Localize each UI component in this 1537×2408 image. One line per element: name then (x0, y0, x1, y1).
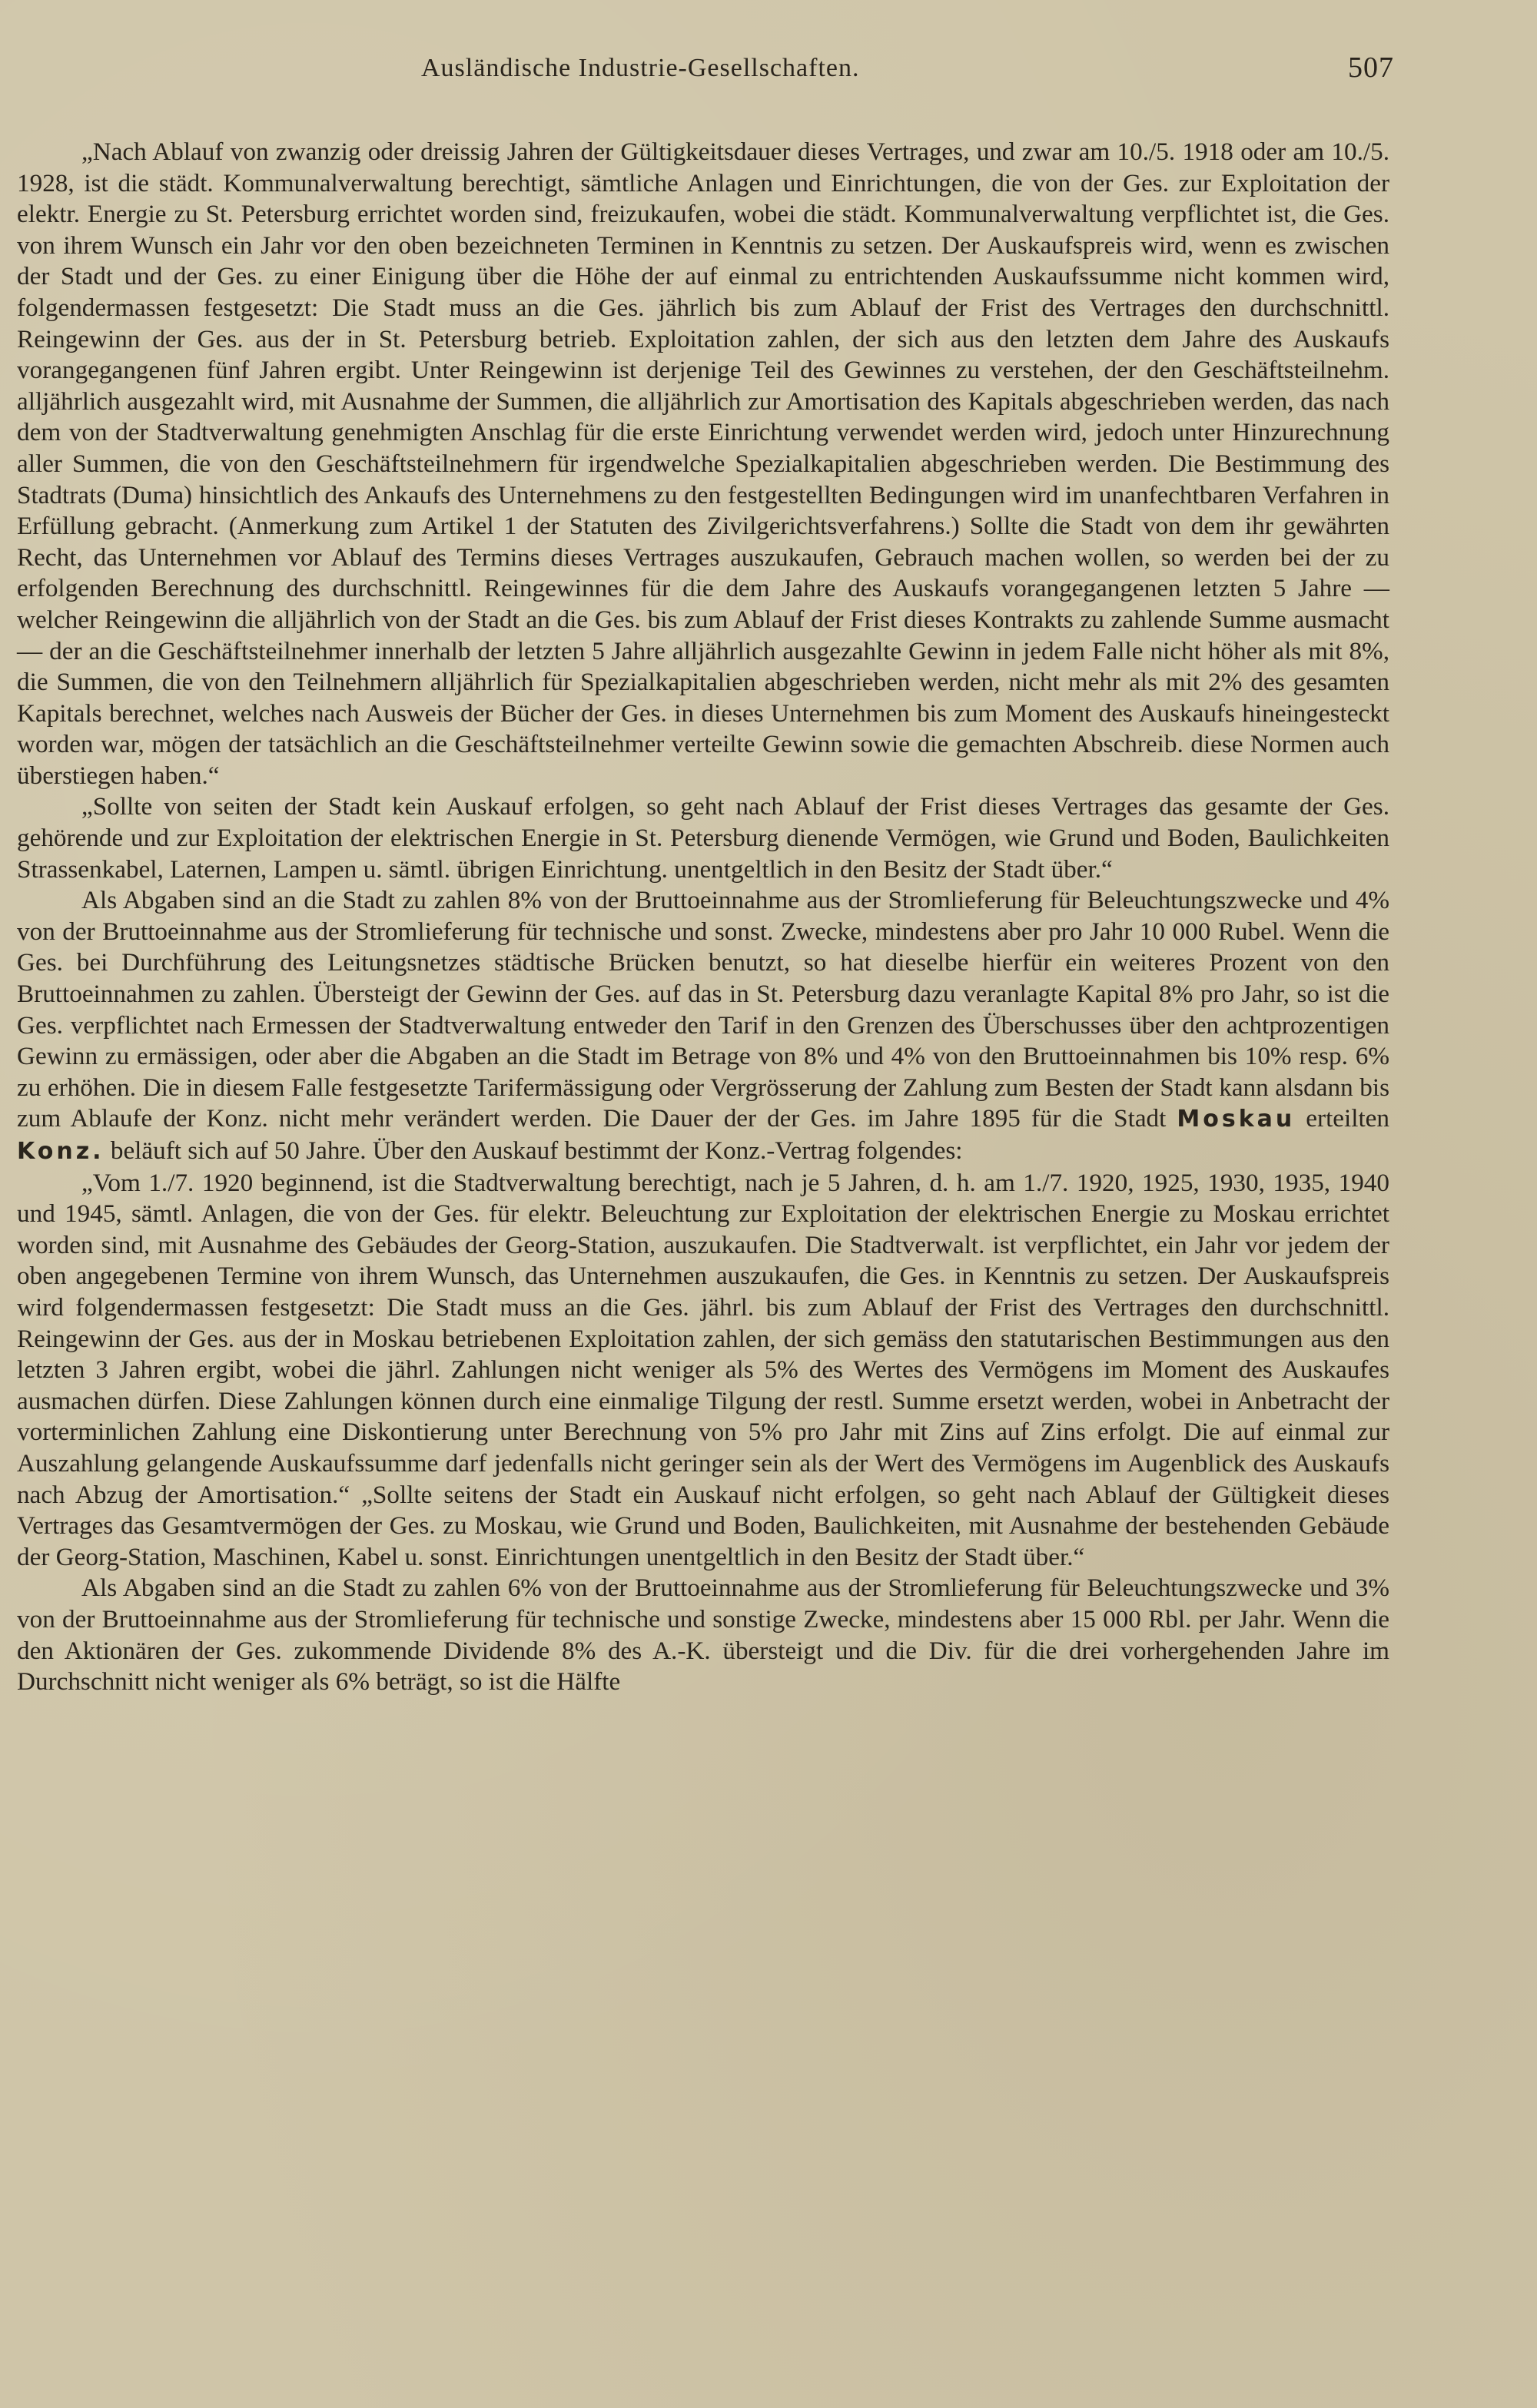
running-title: Ausländische Industrie-Gesellschaften. (421, 54, 860, 82)
page-number: 507 (1348, 51, 1394, 84)
paragraph: „Sollte von seiten der Stadt kein Auskauf erfolgen, so geht nach Ablauf der Frist dieses Vertrages das gesamte der Ges. gehörende und zur Exploitation der elektrischen Energie in St. Petersburg dienende Vermögen, wie Grund und Boden, Baulichkeiten Strassenkabel, Laternen, Lampen u. sämtl. übrigen Einrichtung. unentgeltlich in den Besitz der Stadt über.“ (17, 792, 1389, 884)
paragraph-text: erteilten (1306, 1104, 1389, 1133)
running-header (17, 48, 1394, 94)
konzession-term: Konz. (17, 1138, 105, 1165)
paragraph (17, 885, 1389, 1167)
paragraph: „Vom 1./7. 1920 beginnend, ist die Stadtverwaltung berechtigt, nach je 5 Jahren, d. h. am 1./7. 1920, 1925, 1930, 1935, 1940 und 1945, sämtl. Anlagen, die von der Ges. für elektr. Beleuchtung zur Exploitation der elektrischen Energie zu Moskau errichtet worden sind, mit Ausnahme des Gebäudes der Georg-Station, auszukaufen. Die Stadtverwalt. ist verpflichtet, ein Jahr vor jedem der oben angegebenen Termine von ihrem Wunsch, das Unternehmen auszukaufen, die Ges. in Kenntnis zu setzen. Der Auskaufspreis wird folgendermassen festgesetzt: Die Stadt muss an die Ges. jährl. bis zum Ablauf der Frist des Vertrages den durchschnittl. Reingewinn der Ges. aus der in Moskau betriebenen Exploitation zahlen, der sich gemäss den statutarischen Bestimmungen aus den letzten 3 Jahren ergibt, wobei die jährl. Zahlungen nicht weniger als 5% des Wertes des Vermögens im Moment des Auskaufes ausmachen dürfen. Diese Zahlungen können durch eine einmalige Tilgung der restl. Summe ersetzt werden, wobei in Anbetracht der vorterminlichen Zahlung eine Diskontierung unter Berechnung von 5% pro Jahr mit Zins auf Zins erfolgt. Die auf einmal zur Auszahlung gelangende Auskaufssumme darf jedenfalls nicht geringer sein als der Wert des Vermögens im Augenblick des Auskaufs nach Abzug der Amortisation.“ „Sollte seitens der Stadt ein Auskauf nicht erfolgen, so geht nach Ablauf der Gültigkeit dieses Vertrages das Gesamtvermögen der Ges. zu Moskau, wie Grund und Boden, Baulichkeiten, mit Ausnahme der bestehenden Gebäude der Georg-Station, Maschinen, Kabel u. sonst. Einrichtungen unentgeltlich in den Besitz der Stadt über.“ (17, 1168, 1389, 1571)
paragraph-text: beläuft sich auf 50 Jahre. Über den Auskauf bestimmt der Konz.-Vertrag folgendes: (110, 1136, 963, 1165)
body-text (17, 137, 1389, 1698)
paragraph: „Nach Ablauf von zwanzig oder dreissig Jahren der Gültigkeitsdauer dieses Vertrages, und zwar am 10./5. 1918 oder am 10./5. 1928, ist die städt. Kommunalverwaltung berechtigt, sämtliche Anlagen und Einrichtungen, die von der Ges. zur Exploitation der elektr. Energie zu St. Petersburg errichtet worden sind, freizukaufen, wobei die städt. Kommunalverwaltung verpflichtet ist, die Ges. von ihrem Wunsch ein Jahr vor den oben bezeichneten Terminen in Kenntnis zu setzen. Der Auskaufspreis wird, wenn es zwischen der Stadt und der Ges. zu einer Einigung über die Höhe der auf einmal zu entrichtenden Auskaufssumme nicht kommen wird, folgendermassen festgesetzt: Die Stadt muss an die Ges. jährlich bis zum Ablauf der Frist des Vertrages den durchschnittl. Reingewinn der Ges. aus der in St. Petersburg betrieb. Exploitation zahlen, der sich aus den letzten dem Jahre des Auskaufs vorangegangenen fünf Jahren ergibt. Unter Reingewinn ist derjenige Teil des Gewinnes zu verstehen, der den Geschäftsteilnehm. alljährlich ausgezahlt wird, mit Ausnahme der Summen, die alljährlich zur Amortisation des Kapitals abgeschrieben werden, das nach dem von der Stadtverwaltung genehmigten Anschlag für die erste Einrichtung verwendet werden wird, jedoch unter Hinzurechnung aller Summen, die von den Geschäftsteilnehmern für irgendwelche Spezialkapitalien abgeschrieben werden. Die Bestimmung des Stadtrats (Duma) hinsichtlich des Ankaufs des Unternehmens zu den festgestellten Bedingungen wird im unanfechtbaren Verfahren in Erfüllung gebracht. (Anmerkung zum Artikel 1 der Statuten des Zivilgerichtsverfahrens.) Sollte die Stadt von dem ihr gewährten Recht, das Unternehmen vor Ablauf des Termins dieses Vertrages auszukaufen, Gebrauch machen wollen, so werden bei der zu erfolgenden Berechnung des durchschnittl. Reingewinnes für die dem Jahre des Auskaufs vorangegangenen letzten 5 Jahre — welcher Reingewinn die alljährlich von der Stadt an die Ges. bis zum Ablauf der Frist dieses Kontrakts zu zahlende Summe ausmacht — der an die Geschäftsteilnehmer innerhalb der letzten 5 Jahre alljährlich ausgezahlte Gewinn in jedem Falle nicht höher als mit 8%, die Summen, die von den Teilnehmern alljährlich für Spezialkapitalien abgeschrieben werden, nicht mehr als mit 2% des gesamten Kapitals berechnet, welches nach Ausweis der Bücher der Ges. in dieses Unternehmen bis zum Moment des Auskaufs hineingesteckt worden war, mögen der tatsächlich an die Geschäftsteilnehmer verteilte Gewinn sowie die gemachten Abschreib. diese Normen auch überstiegen haben.“ (17, 138, 1389, 790)
paragraph: Als Abgaben sind an die Stadt zu zahlen 6% von der Bruttoeinnahme aus der Stromlieferung für Beleuchtungszwecke und 3% von der Bruttoeinnahme aus der Stromlieferung für technische und sonstige Zwecke, mindestens aber 15 000 Rbl. per Jahr. Wenn die den Aktionären der Ges. zukommende Dividende 8% des A.-K. übersteigt und die Div. für die drei vorhergehenden Jahre im Durchschnitt nicht weniger als 6% beträgt, so ist die Hälfte (17, 1574, 1389, 1697)
paragraph-text: Als Abgaben sind an die Stadt zu zahlen 8% von der Bruttoeinnahme aus der Stromlieferung für Beleuchtungszwecke und 4% von der Bruttoeinnahme aus der Stromlieferung für technische und sonst. Zwecke, mindestens aber pro Jahr 10 000 Rubel. Wenn die Ges. bei Durchführung des Leitungsnetzes städtische Brücken benutzt, so hat dieselbe hierfür ein weiteres Prozent von den Bruttoeinnahmen zu zahlen. Übersteigt der Gewinn der Ges. auf das in St. Petersburg dazu veranlagte Kapital 8% pro Jahr, so ist die Ges. verpflichtet nach Ermessen der Stadtverwaltung entweder den Tarif in den Grenzen des Überschusses über den achtprozentigen Gewinn zu ermässigen, oder aber die Abgaben an die Stadt im Betrage von 8% und 4% von den Bruttoeinnahmen bis 10% resp. 6% zu erhöhen. Die in diesem Falle festgesetzte Tarifermässigung oder Vergrösserung der Zahlung zum Besten der Stadt kann alsdann bis zum Ablaufe der Konz. nicht mehr verändert werden. Die Dauer der der Ges. im Jahre 1895 für die Stadt (17, 886, 1389, 1133)
city-name-moskau: Moskau (1177, 1106, 1296, 1133)
